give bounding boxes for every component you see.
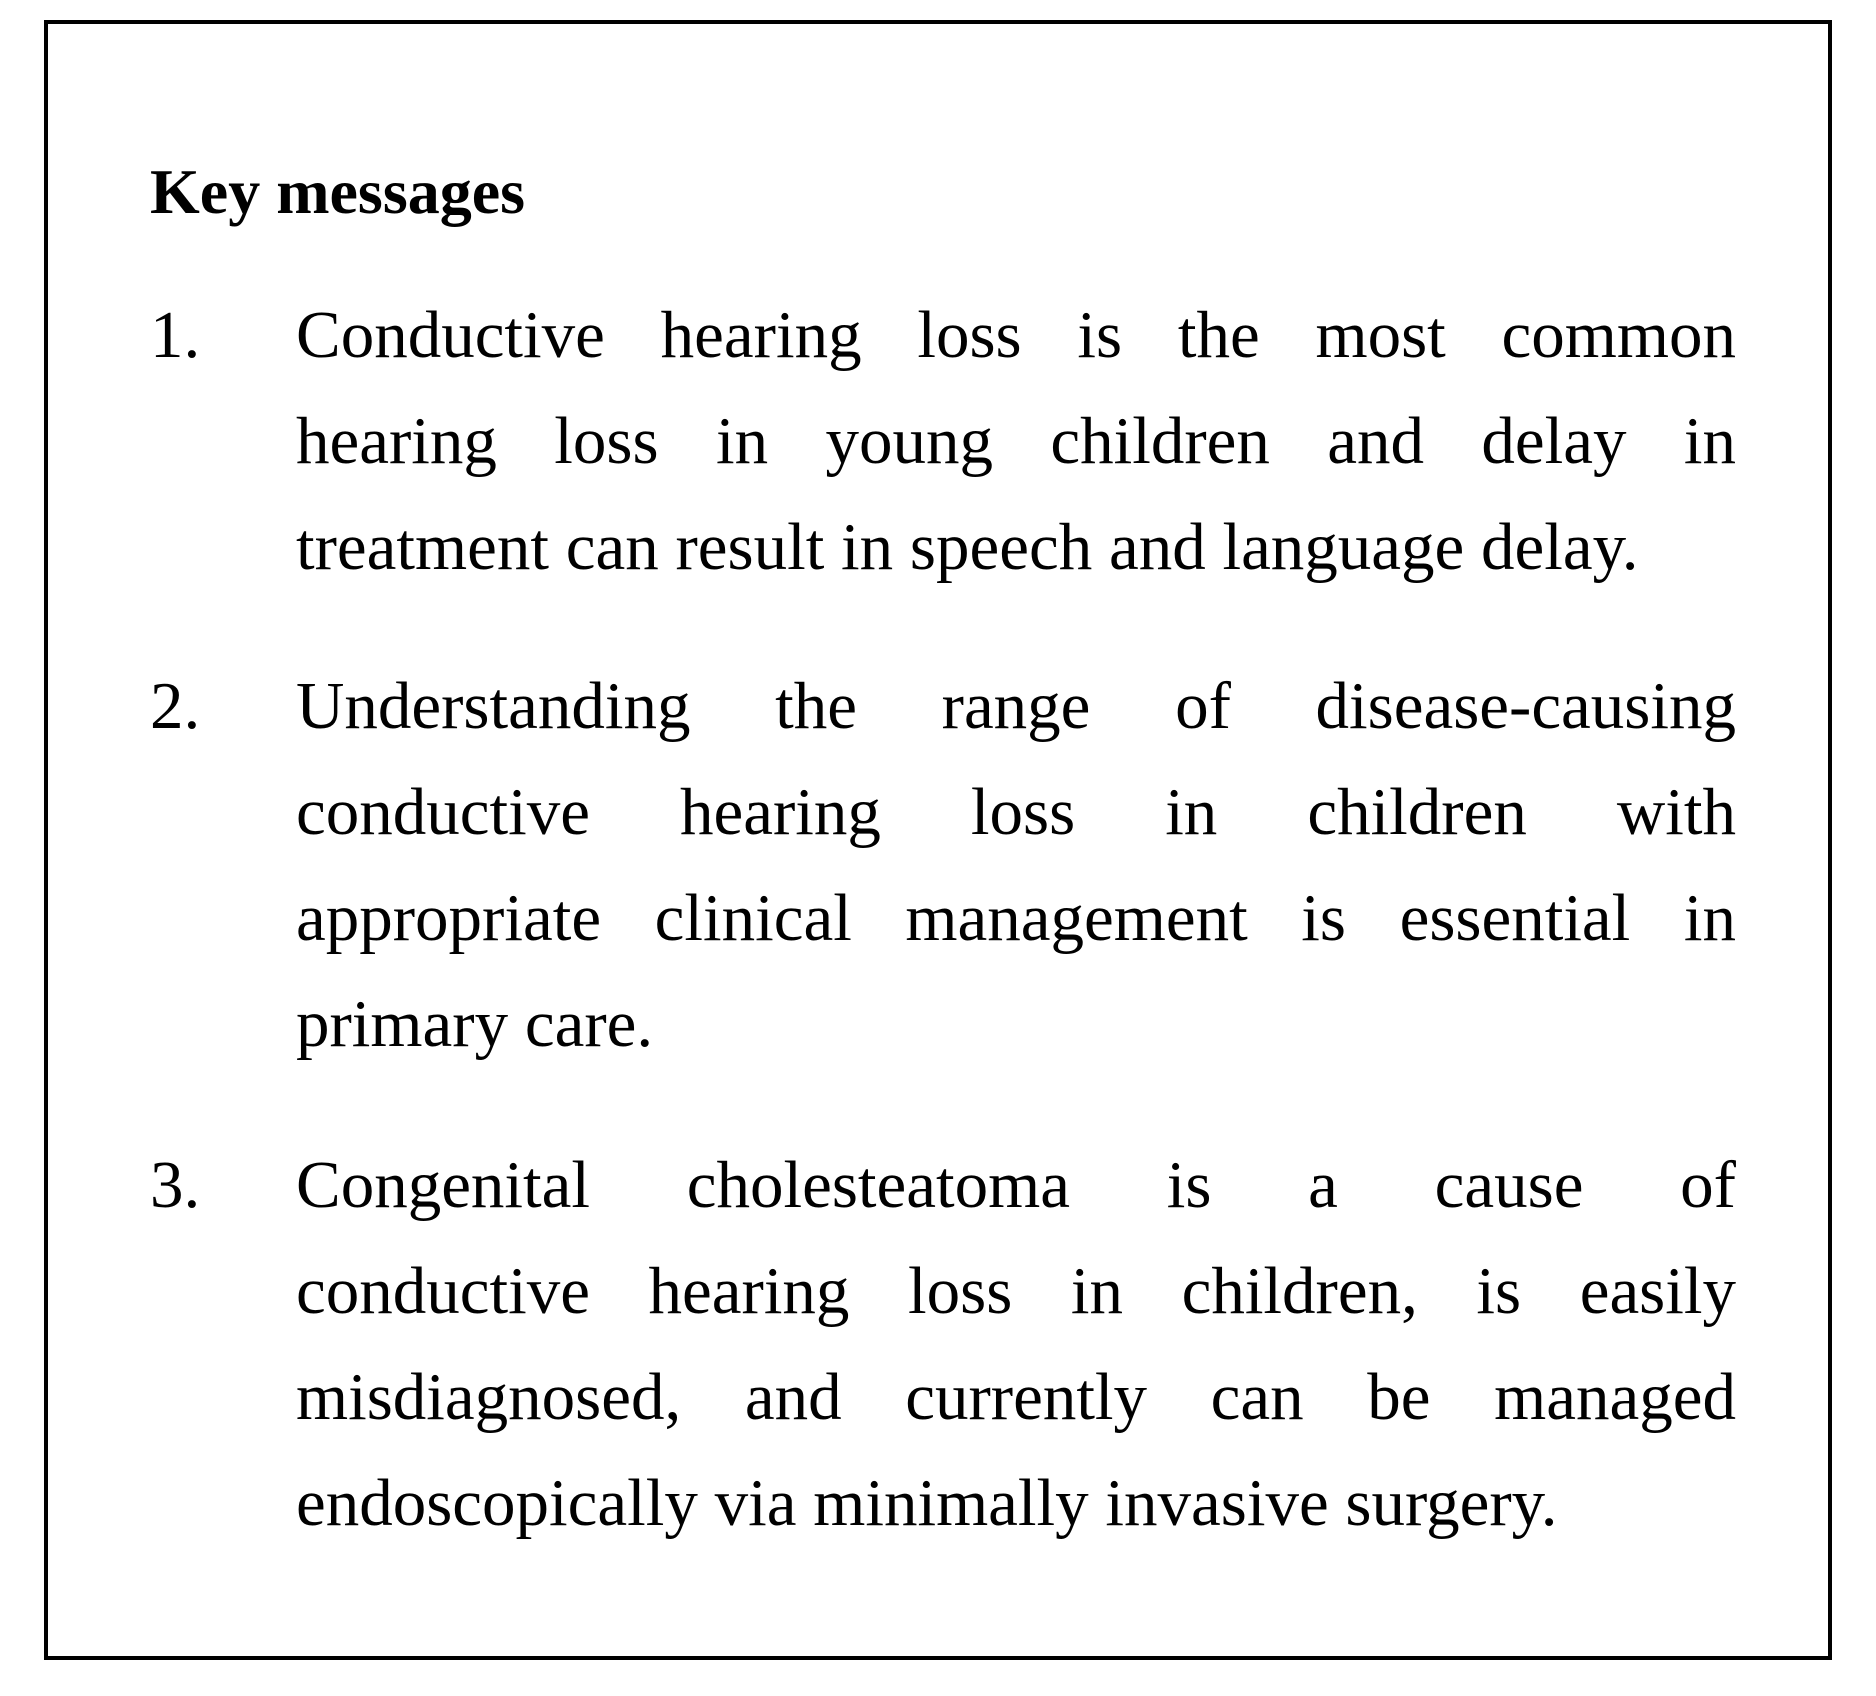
item-line: hearing loss in young children and delay in bbox=[296, 404, 1736, 478]
item-line: misdiagnosed, and currently can be managed bbox=[296, 1360, 1736, 1434]
item-line: appropriate clinical management is essential in bbox=[296, 881, 1736, 955]
item-line: Congenital cholesteatoma is a cause of bbox=[296, 1148, 1736, 1222]
item-text bbox=[296, 653, 1736, 1077]
heading: Key messages bbox=[150, 156, 526, 227]
item-line: conductive hearing loss in children with bbox=[296, 775, 1736, 849]
item-line: primary care. bbox=[296, 987, 654, 1061]
item-line: Understanding the range of disease-causing bbox=[296, 669, 1736, 743]
item-line: conductive hearing loss in children, is easily bbox=[296, 1254, 1736, 1328]
item-line: treatment can result in speech and language delay. bbox=[296, 510, 1639, 584]
item-line: Conductive hearing loss is the most common bbox=[296, 298, 1736, 372]
item-number: 2. bbox=[150, 669, 201, 743]
item-line: endoscopically via minimally invasive surgery. bbox=[296, 1466, 1558, 1540]
item-number: 1. bbox=[150, 298, 201, 372]
item-text bbox=[296, 282, 1736, 600]
item-text bbox=[296, 1132, 1736, 1556]
item-number: 3. bbox=[150, 1148, 201, 1222]
